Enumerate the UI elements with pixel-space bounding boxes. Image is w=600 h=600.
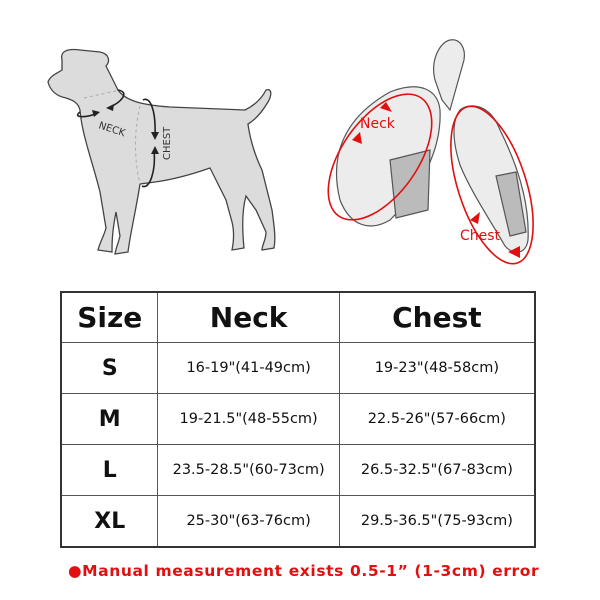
table-row [61,343,535,394]
chest-cell: 26.5-32.5"(67-83cm) [339,445,535,496]
table-row [61,445,535,496]
header-size: Size [61,292,158,343]
size-cell: XL [61,496,158,548]
neck-cell: 16-19"(41-49cm) [158,343,339,394]
neck-cell: 19-21.5"(48-55cm) [158,394,339,445]
chest-cell: 29.5-36.5"(75-93cm) [339,496,535,548]
note-text: Manual measurement exists 0.5-1” (1-3cm) error [82,562,540,580]
size-cell: S [61,343,158,394]
bullet-icon: ● [68,562,83,580]
harness-neck-label: Neck [360,116,395,132]
harness-chest-label: Chest [460,228,501,244]
harness-illustration [300,0,600,280]
harness-sketch [337,40,529,253]
size-chart-table [60,291,536,548]
neck-cell: 23.5-28.5"(60-73cm) [158,445,339,496]
size-cell: M [61,394,158,445]
table-row [61,496,535,548]
table-header-row [61,292,535,343]
dog-measurement-illustration [0,0,300,280]
neck-cell: 25-30"(63-76cm) [158,496,339,548]
chest-cell: 22.5-26"(57-66cm) [339,394,535,445]
dog-neck-label: NECK [97,120,127,140]
measurement-error-note [68,562,539,580]
chest-cell: 19-23"(48-58cm) [339,343,535,394]
table-row [61,394,535,445]
header-chest: Chest [339,292,535,343]
size-cell: L [61,445,158,496]
header-neck: Neck [158,292,339,343]
dog-chest-label: CHEST [162,126,173,160]
chest-arrowhead-icon [470,212,480,224]
